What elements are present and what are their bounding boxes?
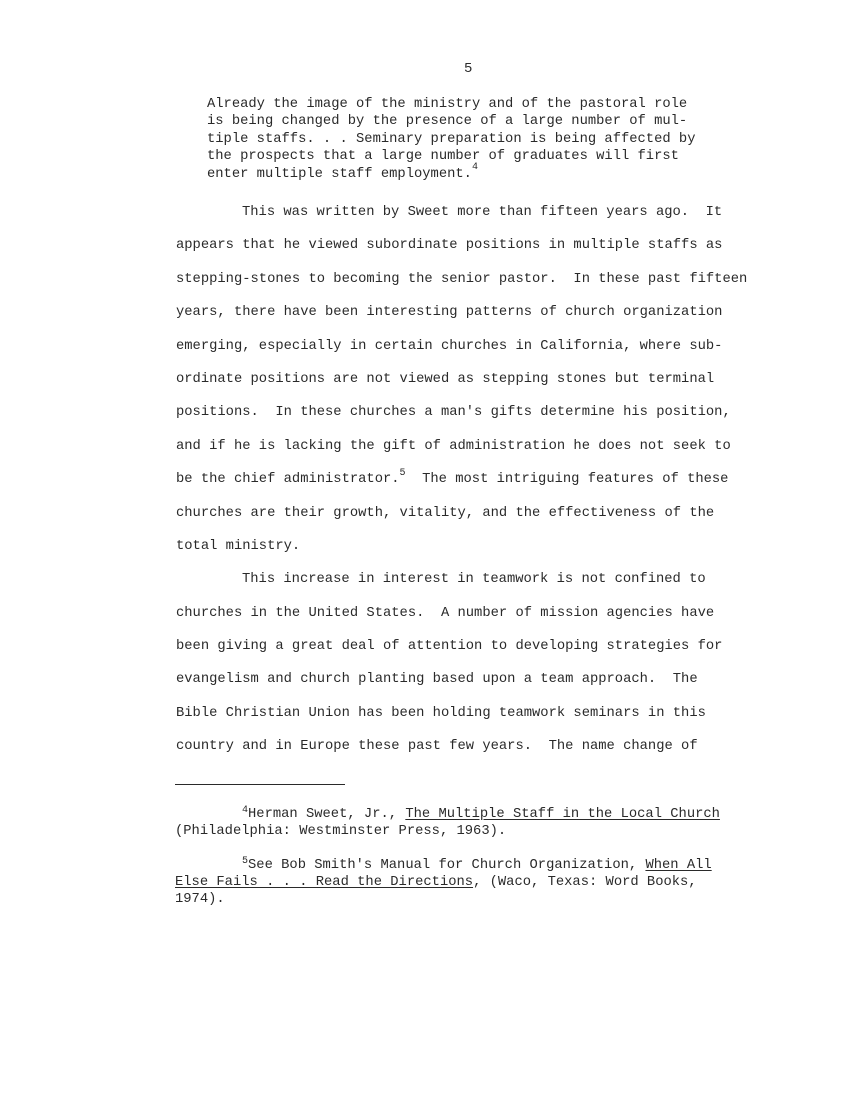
footnote-mark: 4 (242, 805, 249, 816)
footnote-text: See Bob Smith's Manual for Church Organization, (248, 858, 646, 873)
paragraph-line: evangelism and church planting based upon a team approach. The (176, 672, 698, 688)
quote-line: Already the image of the ministry and of the pastoral role (207, 97, 688, 112)
quote-line-last (207, 161, 747, 183)
paragraph-line: appears that he viewed subordinate positions in multiple staffs as (176, 238, 723, 254)
paragraph-line: total ministry. (176, 538, 301, 554)
paragraph-line (176, 463, 776, 496)
quote-line: tiple staffs. . . Seminary preparation is being affected by (207, 131, 696, 147)
paragraph-line: been giving a great deal of attention to developing strategies for (176, 639, 723, 655)
quote-text: enter multiple staff employment. (207, 166, 472, 182)
book-title: Else Fails . . . Read the Directions (175, 875, 474, 890)
paragraph-line: country and in Europe these past few years. The name change of (176, 739, 698, 755)
quote-line: the prospects that a large number of graduates will first (207, 149, 679, 165)
paragraph-line: This was written by Sweet more than fifteen years ago. It (242, 205, 723, 220)
footnote-text: , (Waco, Texas: Word Books, (473, 875, 697, 890)
paragraph-line: and if he is lacking the gift of administration he does not seek to (176, 438, 731, 454)
page-number: 5 (464, 61, 473, 77)
footnote-divider (175, 784, 345, 785)
paragraph-line: stepping-stones to becoming the senior pastor. In these past fifteen (176, 271, 748, 287)
footnote-line (175, 806, 765, 823)
paragraph-line: churches are their growth, vitality, and the effectiveness of the (176, 505, 715, 521)
body-text (176, 196, 776, 764)
paragraph-text: be the chief administrator. (176, 472, 400, 488)
footnote-reference-5: 5 (399, 467, 406, 479)
footnote-line (175, 857, 765, 874)
quote-line: is being changed by the presence of a large number of mul- (207, 114, 688, 130)
paragraph-line: positions. In these churches a man's gifts determine his position, (176, 405, 731, 421)
paragraph-text: The most intriguing features of these (405, 472, 729, 488)
footnotes (175, 806, 765, 925)
footnote-4 (175, 806, 765, 840)
paragraph-line: ordinate positions are not viewed as stepping stones but terminal (176, 371, 715, 387)
paragraph-line: years, there have been interesting patterns of church organization (176, 305, 723, 321)
footnote-mark: 5 (242, 856, 249, 867)
paragraph-line: This increase in interest in teamwork is not confined to (242, 572, 706, 588)
paragraph-line: churches in the United States. A number of mission agencies have (176, 605, 715, 621)
footnote-reference-4: 4 (471, 161, 478, 173)
footnote-line: (Philadelphia: Westminster Press, 1963). (175, 824, 507, 839)
footnote-text: Herman Sweet, Jr., (248, 807, 406, 822)
block-quote (207, 96, 747, 183)
footnote-line (175, 874, 765, 891)
footnote-line: 1974). (175, 892, 225, 907)
paragraph-line: emerging, especially in certain churches in California, where sub- (176, 338, 723, 354)
book-title: When All (645, 858, 712, 873)
paragraph-line: Bible Christian Union has been holding teamwork seminars in this (176, 705, 706, 721)
book-title: The Multiple Staff in the Local Church (405, 807, 720, 822)
footnote-5 (175, 857, 765, 908)
